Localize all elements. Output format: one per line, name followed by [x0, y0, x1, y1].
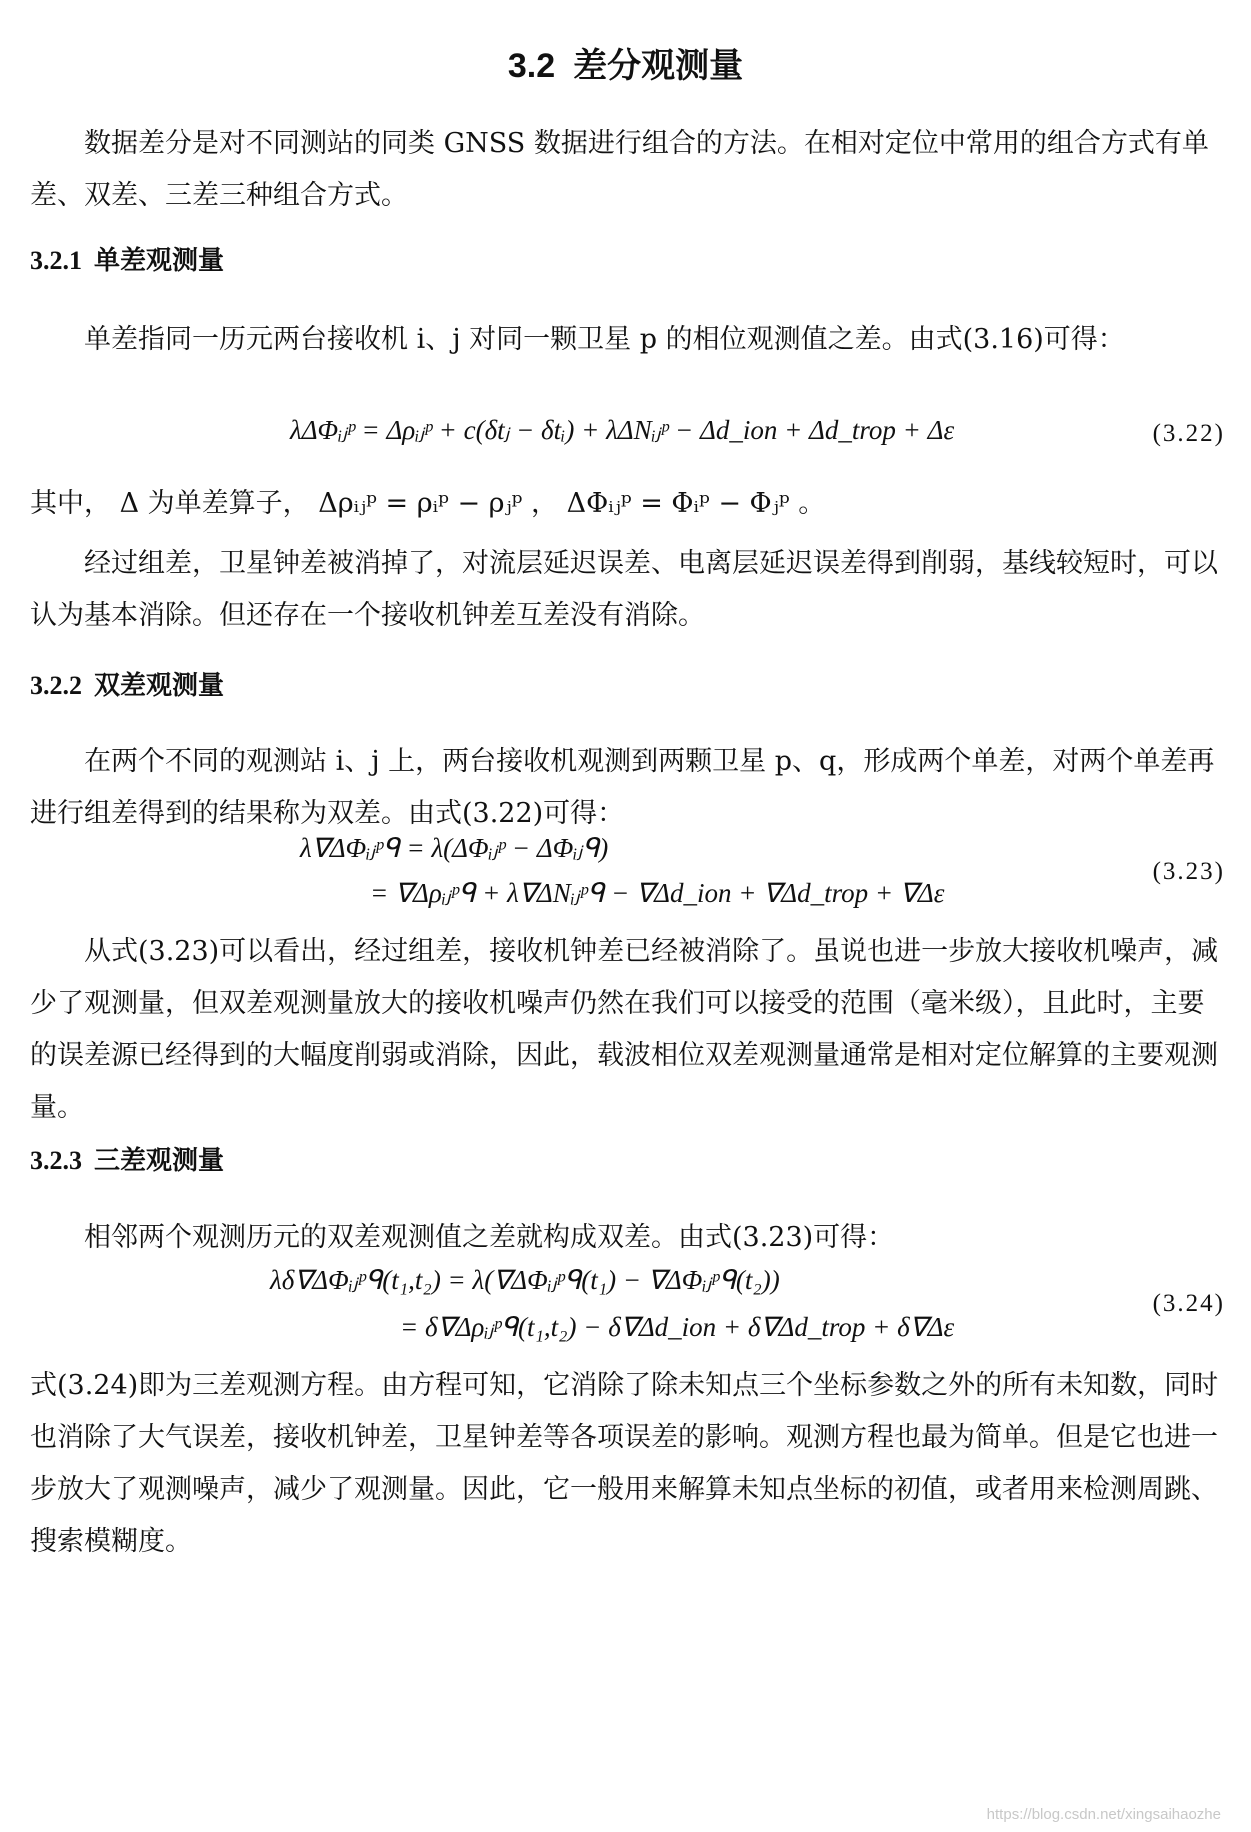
single-diff-explanation: 经过组差，卫星钟差被消掉了，对流层延迟误差、电离层延迟误差得到削弱，基线较短时，可以认为基本消除。但还存在一个接收机钟差互差没有消除。 — [30, 548, 1218, 631]
subsection-title: 单差观测量 — [94, 246, 225, 276]
double-diff-explanation: 从式(3.23)可以看出，经过组差，接收机钟差已经被消除了。虽说也进一步放大接收机噪声，减少了观测量，但双差观测量放大的接收机噪声仍然在我们可以接受的范围（毫米级），且此时，主要的误差源已经得到的大幅度削弱或消除，因此，载波相位双差观测量通常是相对定位解算的主要观测量。 — [30, 936, 1219, 1123]
equation-number-3-23: (3.23) — [1152, 858, 1225, 885]
equation-3-24-line1: λδ∇ΔΦᵢⱼᵖᑫ(t₁,t₂) = λ(∇ΔΦᵢⱼᵖᑫ(t₁) − ∇ΔΦᵢⱼᵖᑫ(t₂)) — [270, 1265, 780, 1295]
section-title-text: 差分观测量 — [573, 46, 744, 86]
equation-number-3-24: (3.24) — [1152, 1290, 1225, 1317]
equation-3-23-line2: = ∇Δρᵢⱼᵖᑫ + λ∇ΔNᵢⱼᵖᑫ − ∇Δd_ion + ∇Δd_trop + ∇Δε — [370, 878, 945, 908]
subsection-title: 三差观测量 — [94, 1146, 225, 1176]
subsection-title: 双差观测量 — [94, 671, 225, 701]
double-diff-paragraph: 在两个不同的观测站 i、j 上，两台接收机观测到两颗卫星 p、q，形成两个单差，对两个单差再进行组差得到的结果称为双差。由式(3.22)可得： — [30, 746, 1215, 829]
equation-3-22: λΔΦᵢⱼᵖ = Δρᵢⱼᵖ + c(δtⱼ − δtᵢ) + λΔNᵢⱼᵖ − Δd_ion + Δd_trop + Δε — [290, 415, 955, 445]
intro-paragraph: 数据差分是对不同测站的同类 GNSS 数据进行组合的方法。在相对定位中常用的组合方式有单差、双差、三差三种组合方式。 — [30, 128, 1209, 211]
single-diff-paragraph: 单差指同一历元两台接收机 i、j 对同一颗卫星 p 的相位观测值之差。由式(3.16)可得： — [84, 324, 1125, 355]
section-number: 3.2 — [507, 47, 556, 85]
subsection-heading-321 — [30, 240, 224, 277]
subsection-heading-323 — [30, 1140, 224, 1177]
watermark-url: https://blog.csdn.net/xingsaihaozhe — [986, 1806, 1221, 1823]
subsection-number: 3.2.1 — [30, 246, 82, 275]
equation-3-23-line1: λ∇ΔΦᵢⱼᵖᑫ = λ(ΔΦᵢⱼᵖ − ΔΦᵢⱼᑫ) — [300, 833, 609, 863]
subsection-number: 3.2.2 — [30, 671, 82, 700]
triple-diff-paragraph: 相邻两个观测历元的双差观测值之差就构成双差。由式(3.23)可得： — [84, 1222, 895, 1253]
subsection-heading-322 — [30, 665, 224, 702]
equation-3-24-line2: = δ∇Δρᵢⱼᵖᑫ(t₁,t₂) − δ∇Δd_ion + δ∇Δd_trop + δ∇Δε — [400, 1312, 955, 1342]
section-title — [0, 38, 1251, 87]
subsection-number: 3.2.3 — [30, 1146, 82, 1175]
operator-definition-line: 其中， Δ 为单差算子， Δρᵢⱼᵖ = ρᵢᵖ − ρⱼᵖ ， ΔΦᵢⱼᵖ = Φᵢᵖ − Φⱼᵖ 。 — [30, 488, 826, 519]
triple-diff-explanation: 式(3.24)即为三差观测方程。由方程可知，它消除了除未知点三个坐标参数之外的所有未知数，同时也消除了大气误差，接收机钟差，卫星钟差等各项误差的影响。观测方程也最为简单。但是它也进一步放大了观测噪声，减少了观测量。因此，它一般用来解算未知点坐标的初值，或者用来检测周跳、搜索模糊度。 — [30, 1370, 1219, 1557]
equation-number-3-22: (3.22) — [1152, 420, 1225, 447]
